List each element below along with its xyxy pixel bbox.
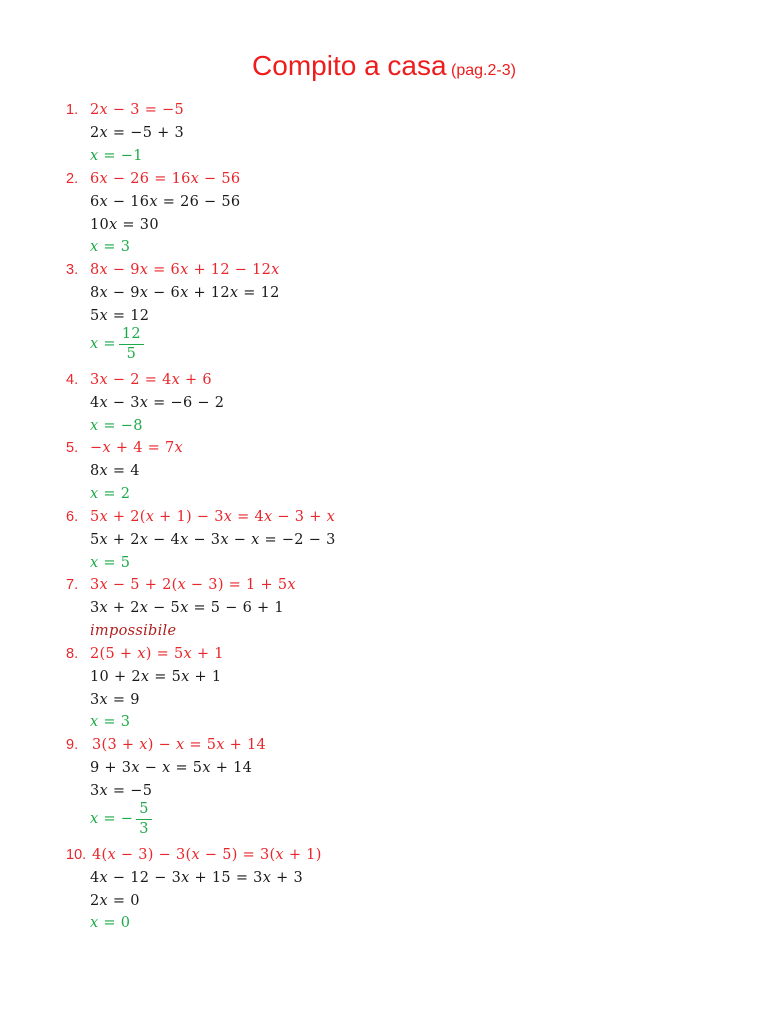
solution-answer: 𝑥 = −8	[90, 417, 143, 434]
solution-step: 4𝑥 − 12 − 3𝑥 + 15 = 3𝑥 + 3	[90, 869, 303, 886]
solution-step: 2𝑥 = −5 + 3	[90, 124, 185, 141]
problem-equation: 3𝑥 − 2 = 4𝑥 + 6	[90, 372, 212, 388]
problem-number: 5.	[66, 440, 79, 456]
problem-equation: 2(5 + 𝑥) = 5𝑥 + 1	[90, 646, 224, 662]
problem-equation: 4(𝑥 − 3) − 3(𝑥 − 5) = 3(𝑥 + 1)	[92, 847, 322, 863]
solution-step: 4𝑥 − 3𝑥 = −6 − 2	[90, 394, 225, 411]
fraction-denominator: 3	[139, 820, 149, 837]
fraction-numerator: 5	[136, 802, 152, 820]
solution-step: 2𝑥 = 0	[90, 892, 140, 909]
solution-step: 5𝑥 = 12	[90, 307, 150, 324]
problem-number: 1.	[66, 102, 79, 118]
fraction-numerator: 12	[119, 327, 144, 345]
solution-answer: 𝑥 = −1	[90, 147, 143, 164]
problem-equation: 3(3 + 𝑥) − 𝑥 = 5𝑥 + 14	[92, 737, 267, 753]
problem-number: 6.	[66, 509, 79, 525]
solution-answer	[90, 802, 152, 836]
solution-step: 8𝑥 = 4	[90, 462, 140, 479]
solution-step: 3𝑥 = −5	[90, 782, 153, 799]
problem-number: 7.	[66, 577, 79, 593]
problem-equation: 2𝑥 − 3 = −5	[90, 102, 185, 118]
problem-equation: 5𝑥 + 2(𝑥 + 1) − 3𝑥 = 4𝑥 − 3 + 𝑥	[90, 509, 336, 525]
problem-7	[66, 574, 726, 642]
problem-2	[66, 168, 726, 259]
problem-number: 10.	[66, 847, 87, 863]
problem-10	[66, 844, 726, 935]
problem-number: 4.	[66, 372, 79, 388]
problem-8	[66, 643, 726, 734]
solution-answer: 𝑥 = 2	[90, 485, 131, 502]
solution-step: 10𝑥 = 30	[90, 216, 159, 233]
answer-fraction	[136, 802, 152, 836]
solution-step: 6𝑥 − 16𝑥 = 26 − 56	[90, 193, 241, 210]
solution-step: 8𝑥 − 9𝑥 − 6𝑥 + 12𝑥 = 12	[90, 284, 280, 301]
problem-equation: −𝑥 + 4 = 7𝑥	[90, 440, 183, 456]
solution-answer: 𝑥 = 5	[90, 554, 131, 571]
solution-step: 9 + 3𝑥 − 𝑥 = 5𝑥 + 14	[90, 759, 253, 776]
problem-number: 8.	[66, 646, 79, 662]
problem-6	[66, 506, 726, 574]
solution-step: 3𝑥 + 2𝑥 − 5𝑥 = 5 − 6 + 1	[90, 599, 284, 616]
solution-step: 10 + 2𝑥 = 5𝑥 + 1	[90, 668, 222, 685]
answer-prefix: 𝑥 = −	[90, 810, 134, 827]
problem-equation: 6𝑥 − 26 = 16𝑥 − 56	[90, 171, 241, 187]
problem-equation: 8𝑥 − 9𝑥 = 6𝑥 + 12 − 12𝑥	[90, 262, 280, 278]
problem-9	[66, 734, 726, 836]
solution-step: 5𝑥 + 2𝑥 − 4𝑥 − 3𝑥 − 𝑥 = −2 − 3	[90, 531, 336, 548]
problem-4	[66, 369, 726, 437]
solution-answer: 𝑥 = 3	[90, 239, 131, 256]
problem-number: 3.	[66, 262, 79, 278]
answer-fraction	[119, 327, 144, 361]
problem-3	[66, 259, 726, 361]
page-title	[0, 50, 768, 82]
problem-1	[66, 99, 726, 167]
problem-5	[66, 437, 726, 505]
title-page-reference: (pag.2-3)	[451, 62, 516, 79]
solution-answer: 𝑥 = 0	[90, 915, 131, 932]
problem-equation: 3𝑥 − 5 + 2(𝑥 − 3) = 1 + 5𝑥	[90, 577, 296, 593]
solution-answer-impossible: impossibile	[90, 622, 177, 639]
title-main: Compito a casa	[252, 50, 447, 81]
problem-number: 2.	[66, 171, 79, 187]
solution-answer	[90, 327, 144, 361]
solution-step: 3𝑥 = 9	[90, 691, 140, 708]
problem-number: 9.	[66, 737, 79, 753]
fraction-denominator: 5	[126, 345, 137, 362]
solution-answer: 𝑥 = 3	[90, 714, 131, 731]
answer-prefix: 𝑥 =	[90, 335, 116, 352]
